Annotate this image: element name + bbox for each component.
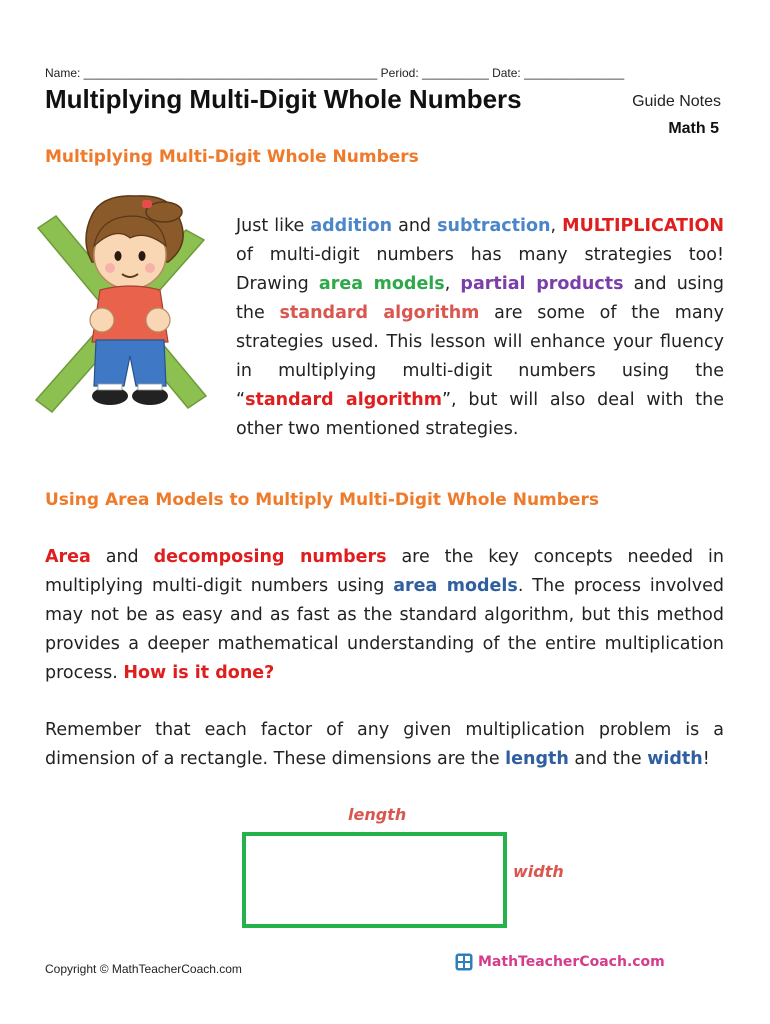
grade-label: Math 5: [668, 120, 719, 137]
text: and the: [568, 749, 648, 769]
text: and: [392, 216, 438, 236]
text: . The process involved may not be as easy and as fast as the standard algorithm, but this method provides a deeper mathematical understanding of the entire multiplication process.: [45, 576, 724, 683]
multiplication-term: MULTIPLICATION: [562, 216, 724, 236]
area-models-term: area models: [318, 274, 445, 294]
page-title: Multiplying Multi-Digit Whole Numbers: [45, 84, 522, 114]
width-label: width: [513, 862, 564, 881]
copyright-notice: Copyright © MathTeacherCoach.com: [45, 962, 242, 976]
section-heading-1: Multiplying Multi-Digit Whole Numbers: [45, 147, 419, 167]
intro-paragraph: [236, 212, 724, 444]
width-term: width: [647, 749, 703, 769]
area-term: Area: [45, 547, 91, 567]
partial-products-term: partial products: [460, 274, 624, 294]
text: ,: [550, 216, 563, 236]
brand-name: MathTeacherCoach.com: [478, 954, 665, 970]
text: Remember that each factor of any given multiplication problem is a dimension of a rectangle. These dimensions are the: [45, 720, 724, 769]
text: of multi-digit numbers has many strategies too! Drawing: [236, 245, 724, 294]
standard-algorithm-term: standard algorithm: [279, 303, 480, 323]
how-question: How is it done?: [123, 663, 275, 683]
guide-notes-label: Guide Notes: [632, 93, 721, 110]
standard-algorithm-term-2: standard algorithm: [245, 390, 442, 410]
addition-term: addition: [310, 216, 393, 236]
text: and: [90, 547, 154, 567]
brand-logo: [455, 953, 665, 971]
student-info-line: Name: ____________________________________________ Period: __________ Date: _______________: [45, 66, 625, 80]
section-heading-2: Using Area Models to Multiply Multi-Digit Whole Numbers: [45, 490, 599, 510]
area-concepts-paragraph: [45, 543, 724, 688]
decomposing-term: decomposing numbers: [153, 547, 387, 567]
area-models-term: area models: [393, 576, 518, 596]
text: ”, but will also deal with the other two mentioned strategies.: [236, 390, 724, 439]
calculator-icon: [455, 953, 473, 971]
text: Just like: [236, 216, 311, 236]
text: are some of the many strategies used. This lesson will enhance your fluency in multiplying multi-digit numbers using the “: [236, 303, 724, 410]
text: are the key concepts needed in multiplying multi-digit numbers using: [45, 547, 724, 596]
length-term: length: [505, 749, 569, 769]
subtraction-term: subtraction: [437, 216, 551, 236]
rectangle-diagram: [242, 832, 507, 928]
girl-x-illustration: [30, 190, 210, 425]
length-label: length: [348, 805, 407, 824]
text: !: [702, 749, 710, 769]
dimensions-paragraph: [45, 716, 724, 774]
text: and using the: [236, 274, 724, 323]
text: ,: [444, 274, 461, 294]
